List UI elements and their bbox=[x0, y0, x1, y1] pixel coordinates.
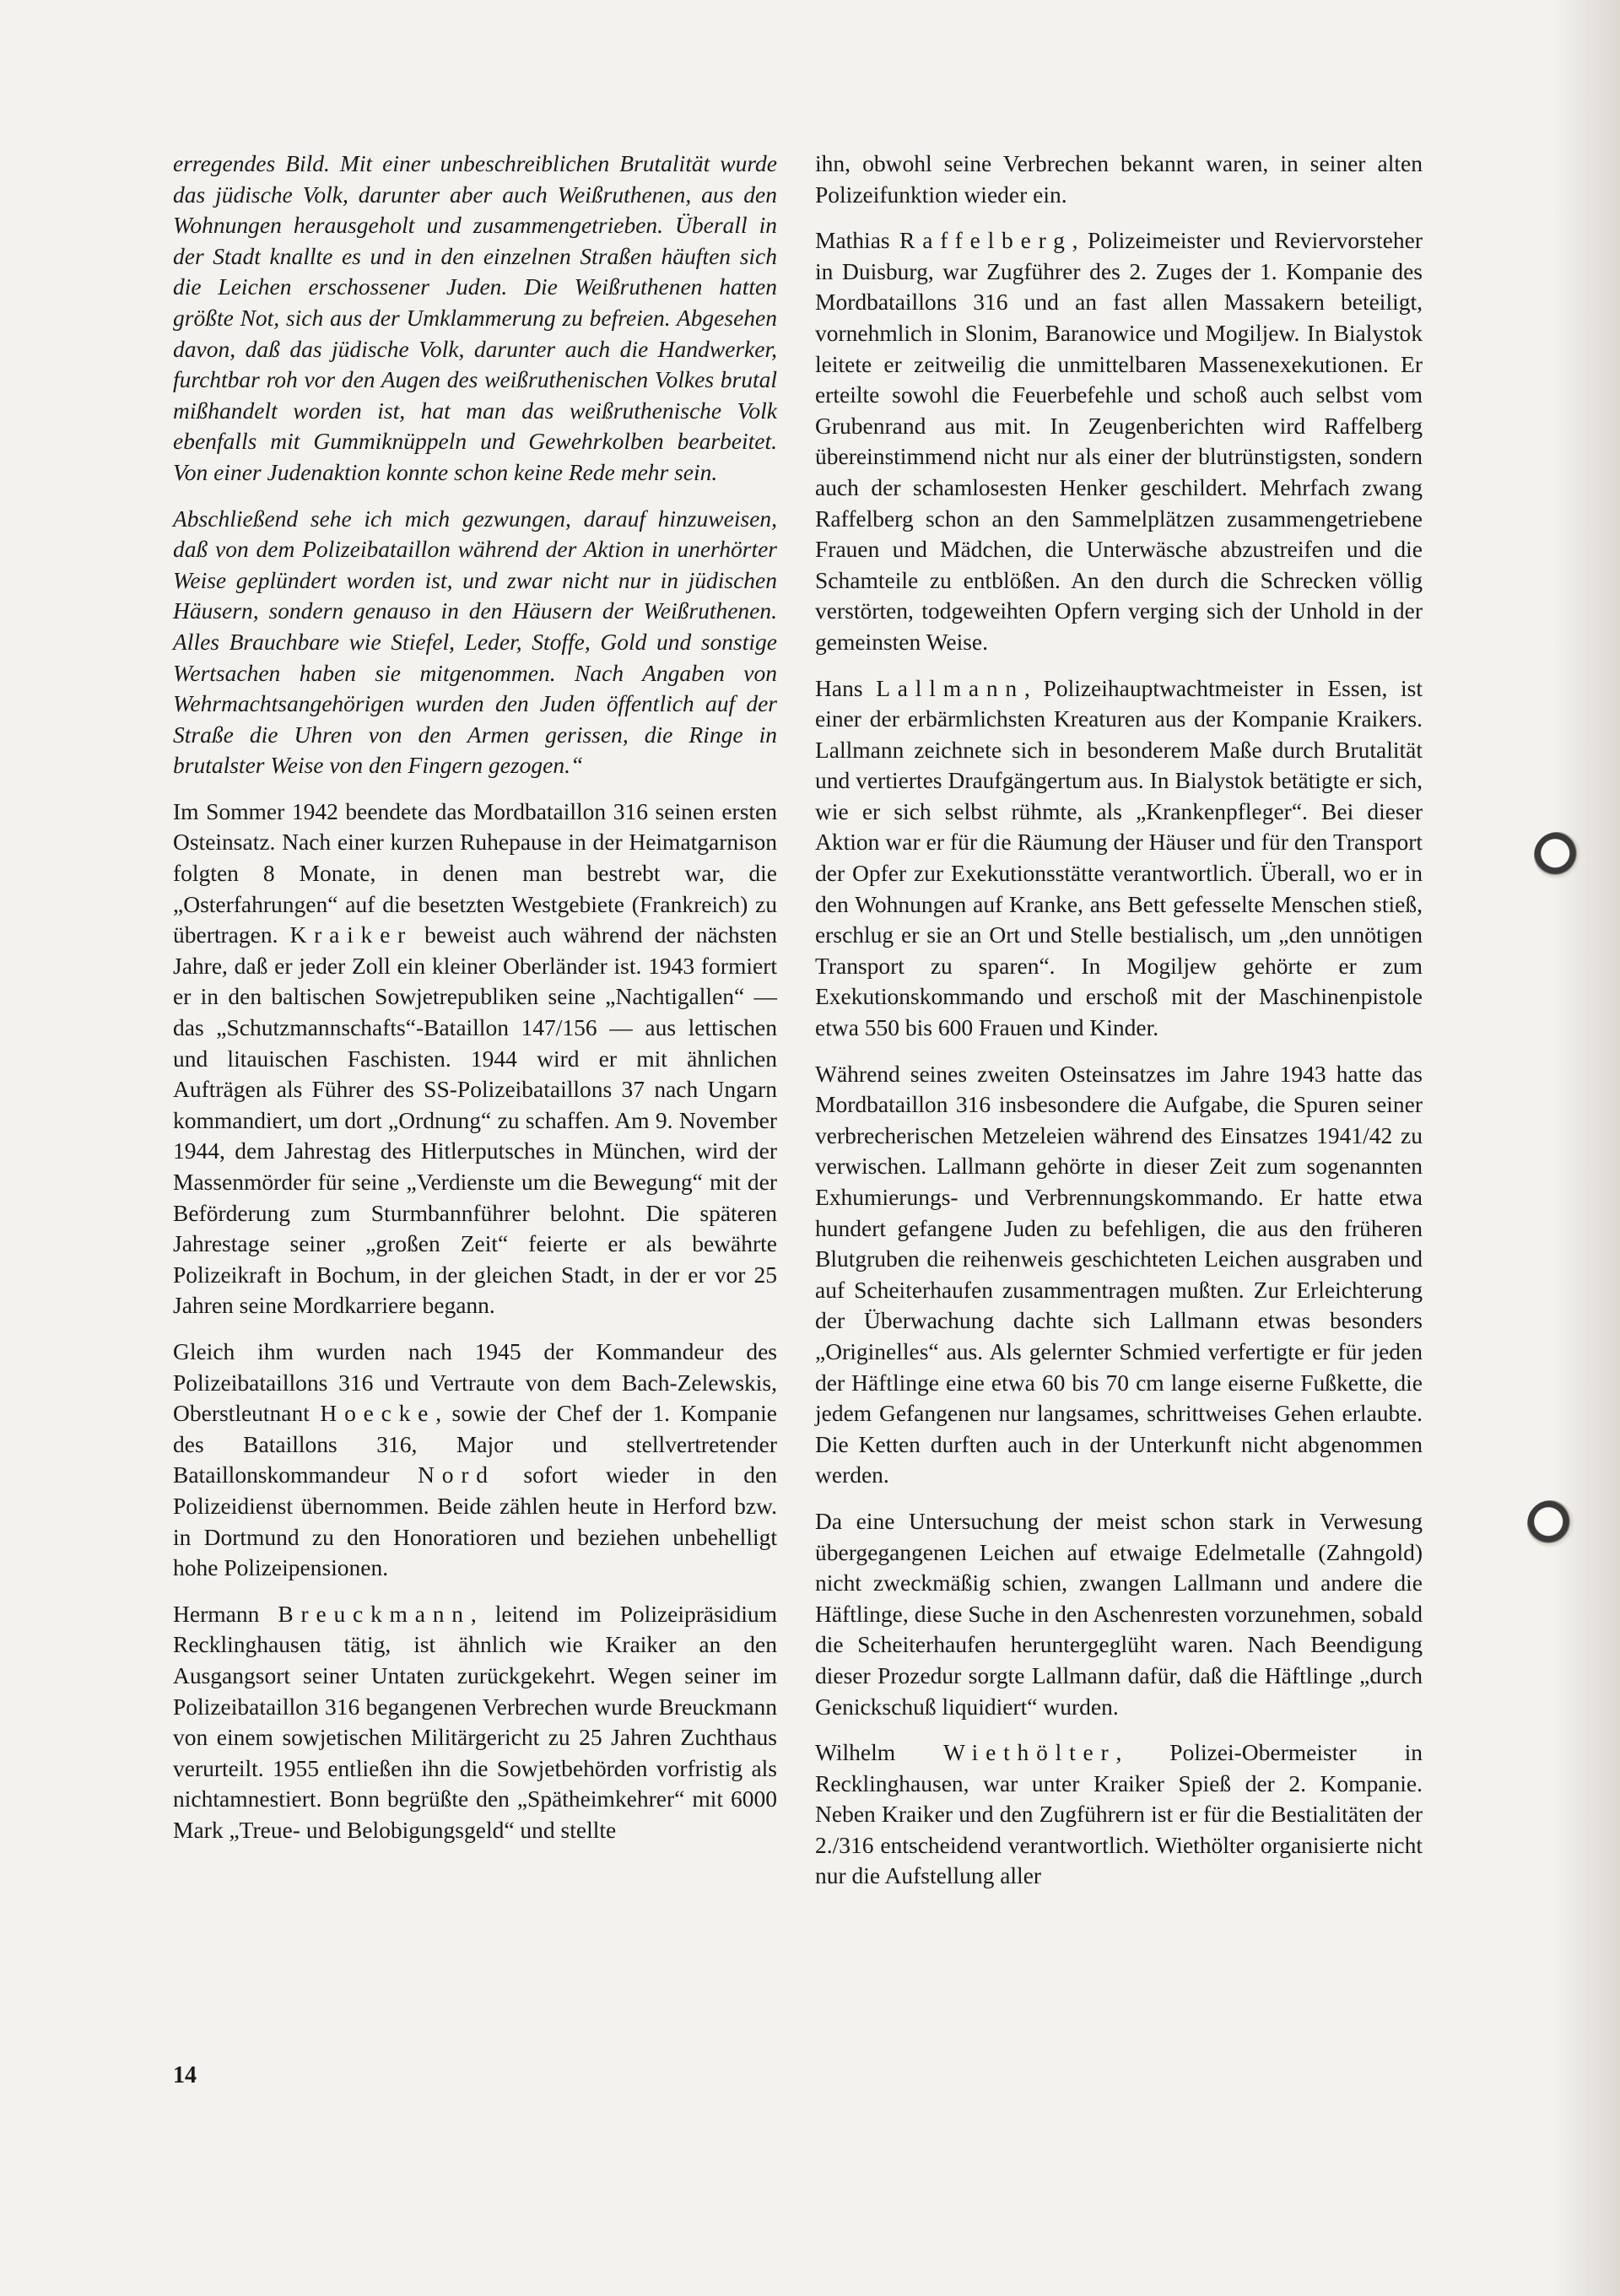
paragraph-text: , Polizeihauptwachtmeister in Essen, ist einer der erbärmlichsten Kreaturen aus der Kompanie Kraikers. Lallmann zeichnete sich in besonderem Maße durch Brutalität und vertiertes Draufgängertum aus. In Bialystok betätigte er sich, wie er sich selbst rühmte, als „Krankenpfleger“. Bei dieser Aktion war er für die Räumung der Häuser und für den Transport der Opfer zur Exekutionsstätte verantwortlich. Überall, wo er in den Wohnungen auf Kranke, ans Bett gefesselte Menschen stieß, erschlug er sie an Ort und Stelle bestialisch, um „den unnötigen Transport zu sparen“. In Mogiljew gehörte er zum Exekutionskommando und erschoß mit der Maschinenpistole etwa 550 bis 600 Frauen und Kinder. bbox=[815, 674, 1423, 1041]
paragraph-text: sofort wieder in den Polizeidienst übernommen. Beide zählen heute in Herford bzw. in Dortmund zu den Honoratioren und beziehen unbehelligt hohe Polizeipensionen. bbox=[173, 1461, 777, 1581]
punch-hole bbox=[1534, 832, 1581, 879]
paragraph-text: Hans bbox=[815, 674, 863, 701]
paragraph-raffelberg bbox=[815, 225, 1423, 657]
paragraph-text: Mathias bbox=[815, 227, 890, 254]
paragraph-text: Hermann bbox=[173, 1600, 260, 1627]
spaced-name: Breuckmann bbox=[278, 1600, 471, 1627]
punch-hole bbox=[1527, 1500, 1574, 1548]
paragraph-text: , leitend im Polizeipräsidium Recklinghausen tätig, ist ähnlich wie Kraiker an den Ausgangsort seiner Untaten zurückgekehrt. Wegen seiner im Polizeibataillon 316 begangenen Verbrechen wurde Breuckmann von einem sowjetischen Militärgericht zu 25 Jahren Zuchthaus verurteilt. 1955 entließen ihn die Sowjetbehörden vorfristig als nichtamnestiert. Bonn begrüßte den „Spätheimkehrer“ mit 6000 Mark „Treue- und Belobigungsgeld“ und stellte bbox=[173, 1600, 777, 1843]
spaced-name: Kraiker bbox=[289, 921, 413, 948]
quote-paragraph: erregendes Bild. Mit einer unbeschreiblichen Brutalität wurde das jüdische Volk, darunter aber auch Weißruthenen, aus den Wohnungen herausgeholt und zusammengetrieben. Überall in der Stadt knallte es und in den einzelnen Straßen häuften sich die Leichen erschossener Juden. Die Weißruthenen hatten größte Not, sich aus der Umklammerung zu befreien. Abgesehen davon, daß das jüdische Volk, darunter auch die Handwerker, furchtbar roh vor den Augen des weißruthenischen Volkes brutal mißhandelt worden ist, hat man das weißruthenische Volk ebenfalls mit Gummiknüppeln und Gewehrkolben bearbeitet. Von einer Judenaktion konnte schon keine Rede mehr sein. bbox=[173, 150, 777, 485]
paragraph-kraiker bbox=[173, 797, 777, 1321]
paragraph-breuckmann bbox=[173, 1599, 777, 1846]
spaced-name: Nord bbox=[418, 1461, 495, 1488]
paragraph-text: beweist auch während der nächsten Jahre, daß er jeder Zoll ein kleiner Oberländer ist. 1943 formiert er in den baltischen Sowjetrepubliken seine „Nachtigallen“ — das „Schutzmannschafts“-Bataillon 147/156 — aus lettischen und litauischen Faschisten. 1944 wird er mit ähnlichen Aufträgen als Führer des SS-Polizeibataillons 37 nach Ungarn kommandiert, um dort „Ordnung“ zu schaffen. Am 9. November 1944, dem Jahrestag des Hitlerputsches in München, wird der Massenmörder für seine „Verdienste um die Bewegung“ mit der Beförderung zum Sturmbannführer belohnt. Die späteren Jahrestage seiner „großen Zeit“ feierte er als bewährte Polizeikraft in Bochum, in der gleichen Stadt, in der er vor 25 Jahren seine Mordkarriere begann. bbox=[173, 921, 778, 1319]
right-column bbox=[815, 149, 1423, 1907]
paragraph-text: , Polizeimeister und Reviervorsteher in Duisburg, war Zugführer des 2. Zuges der 1. Kompanie des Mordbataillons 316 und an fast allen Massakern beteiligt, vornehmlich in Slonim, Baranowice und Mogiljew. In Bialystok leitete er zeitweilig die unmittelbaren Massenexekutionen. Er erteilte sowohl die Feuerbefehle und schoß auch selbst vom Grubenrand aus mit. In Zeugenberichten wird Raffelberg übereinstimmend nicht nur als einer der blutrünstigsten, sondern auch der schamlosesten Henker geschildert. Mehrfach zwang Raffelberg schon an den Sammelplätzen zusammengetriebene Frauen und Mädchen, die Unterwäsche abzustreifen und die Schamteile zu entblößen. An den durch die Schrecken völlig verstörten, todgeweihten Opfern verging sich der Unhold in der gemeinsten Weise. bbox=[815, 227, 1423, 655]
spaced-name: Wiethölter bbox=[943, 1739, 1116, 1766]
paragraph: Während seines zweiten Osteinsatzes im Jahre 1943 hatte das Mordbataillon 316 insbesondere die Aufgabe, die Spuren seiner verbrecherischen Metzeleien während des Einsatzes 1941/42 zu verwischen. Lallmann gehörte in dieser Zeit zum sogenannten Exhumierungs- und Verbrennungskommando. Er hatte etwa hundert gefangene Juden zu befehligen, die aus den früheren Blutgruben die reihenweis geschichteten Leichen ausgraben und auf Scheiterhaufen zusammentragen mußten. Zur Erleichterung der Überwachung dachte sich Lallmann etwas besonders „Originelles“ aus. Als gelernter Schmied verfertigte er für jeden der Häftlinge eine etwa 60 bis 70 cm lange eiserne Fußkette, die jedem Gefangenen nur langsames, schrittweises Gehen erlaubte. Die Ketten durften auch in der Unterkunft nicht abgenommen werden. bbox=[815, 1060, 1423, 1488]
paragraph-hoecke-nord bbox=[173, 1337, 777, 1584]
paragraph: ihn, obwohl seine Verbrechen bekannt waren, in seiner alten Polizeifunktion wieder ein. bbox=[815, 150, 1423, 208]
quote-paragraph: Abschließend sehe ich mich gezwungen, darauf hinzuweisen, daß von dem Polizeibataillon während der Aktion in unerhörter Weise geplündert worden ist, und zwar nicht nur in jüdischen Häusern, sondern genauso in den Häusern der Weißruthenen. Alles Brauchbare wie Stiefel, Leder, Stoffe, Gold und sonstige Wertsachen haben sie mitgenommen. Nach Angaben von Wehrmachtsangehörigen wurden den Juden öffentlich auf der Straße die Uhren von den Armen gerissen, die Ringe in brutalster Weise von den Fingern gezogen.“ bbox=[173, 505, 777, 779]
paragraph-wiethoelter bbox=[815, 1737, 1423, 1892]
paragraph-text: Im Sommer 1942 beendete das Mordbataillon 316 seinen ersten Osteinsatz. Nach einer kurzen Ruhepause in der Heimatgarnison folgten 8 Monate, in denen man bestrebt war, die „Osterfahrungen“ auf die besetzten Westgebiete (Frankreich) zu übertragen. bbox=[173, 797, 777, 948]
paragraph-text: , Polizei-Obermeister in Recklinghausen, war unter Kraiker Spieß der 2. Kompanie. Neben Kraiker und den Zugführern ist er für die Bestialitäten der 2./316 entscheidend verantwortlich. Wiethölter organisierte nicht nur die Aufstellung aller bbox=[815, 1739, 1423, 1889]
left-column bbox=[173, 149, 777, 1861]
page-number: 14 bbox=[173, 2062, 197, 2088]
paragraph-text: Gleich ihm wurden nach 1945 der Kommandeur des Polizeibataillons 316 und Vertraute von dem Bach-Zelewskis, Oberstleutnant bbox=[173, 1337, 777, 1427]
paragraph: Da eine Untersuchung der meist schon stark in Verwesung übergegangenen Leichen auf etwaige Edelmetalle (Zahngold) nicht zweckmäßig schien, zwangen Lallmann und andere die Häftlinge, diese Suche in den Aschenresten vorzunehmen, sobald die Scheiterhaufen heruntergeglüht waren. Nach Beendigung dieser Prozedur sorgte Lallmann dafür, daß die Häftlinge „durch Genickschuß liquidiert“ wurden. bbox=[815, 1507, 1423, 1720]
paragraph-lallmann bbox=[815, 673, 1423, 1044]
paragraph-text: , sowie der Chef der 1. Kompanie des Bataillons 316, Major und stellvertretender Bataillonskommandeur bbox=[173, 1400, 777, 1488]
paragraph-text: Wilhelm bbox=[815, 1739, 896, 1766]
spaced-name: Hoecke bbox=[320, 1400, 436, 1427]
spaced-name: Raffelberg bbox=[899, 227, 1072, 254]
page-edge-shadow bbox=[1552, 0, 1620, 2296]
spaced-name: Lallmann bbox=[876, 674, 1024, 701]
